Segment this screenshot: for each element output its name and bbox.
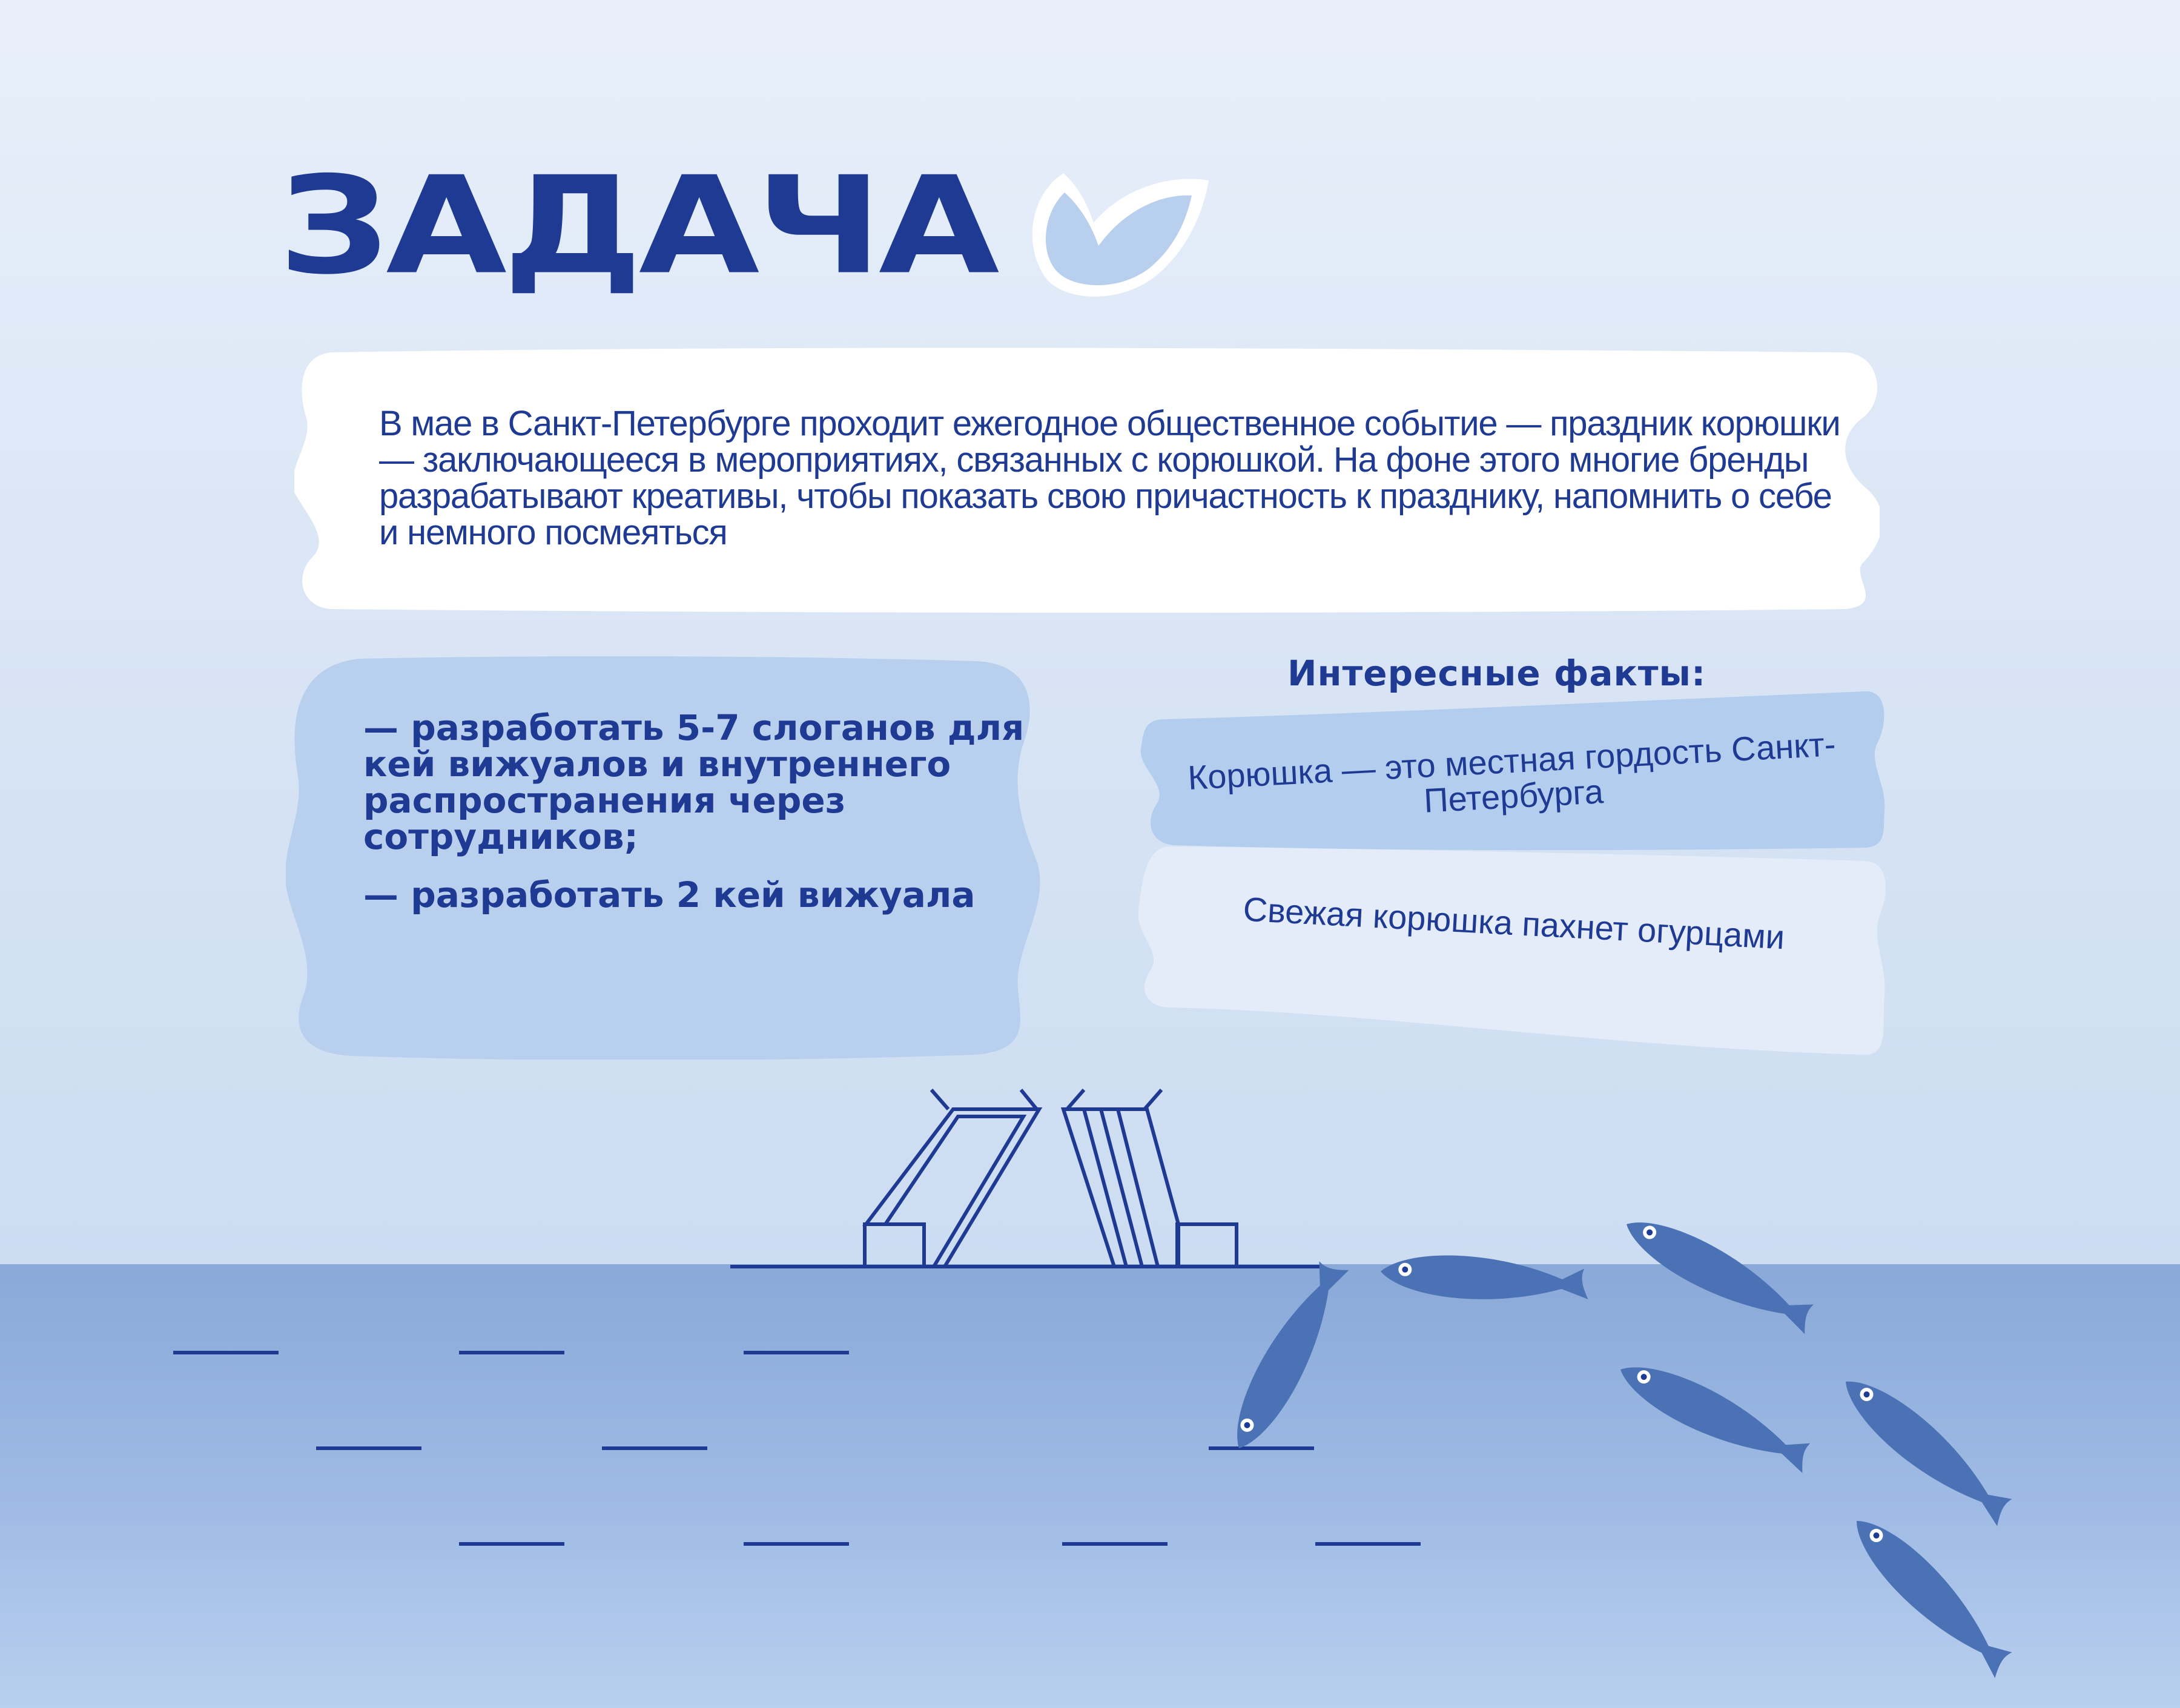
- waves: [173, 1353, 1421, 1544]
- fish-group: [1220, 1205, 2020, 1684]
- fish-icon: [1832, 1365, 2019, 1532]
- facts-title: Интересные факты:: [1287, 653, 1706, 694]
- fact-text-2: Свежая корюшка пахнет огурцами: [1242, 889, 1786, 957]
- fish-icon: [1611, 1350, 1818, 1480]
- task-description-text: В мае в Санкт-Петербурге проходит ежегодное общественное событие — праздник корюшки — заключающееся в мероприятиях, связанных с корюшкой. На фоне этого многие бренды разрабатывают креативы, чтобы показать свою причастность к празднику, напомнить о себе и немного посмеяться: [379, 404, 1840, 552]
- fish-icon: [1379, 1250, 1591, 1307]
- drawbridge-icon: [730, 1090, 1323, 1267]
- page-title: ЗАДАЧА: [279, 147, 996, 304]
- goal-item-2: — разработать 2 кей вижуала: [363, 874, 976, 915]
- fact-text-1: Корюшка — это местная гордость Санкт-Петербурга: [1186, 725, 1837, 820]
- goal-item-1: — разработать 5-7 слоганов для кей вижуалов и внутреннего распространения через сотрудников;: [363, 707, 1025, 857]
- fish-icon: [1617, 1205, 1822, 1341]
- fish-icon: [1220, 1254, 1356, 1459]
- fish-icon: [1841, 1506, 2020, 1684]
